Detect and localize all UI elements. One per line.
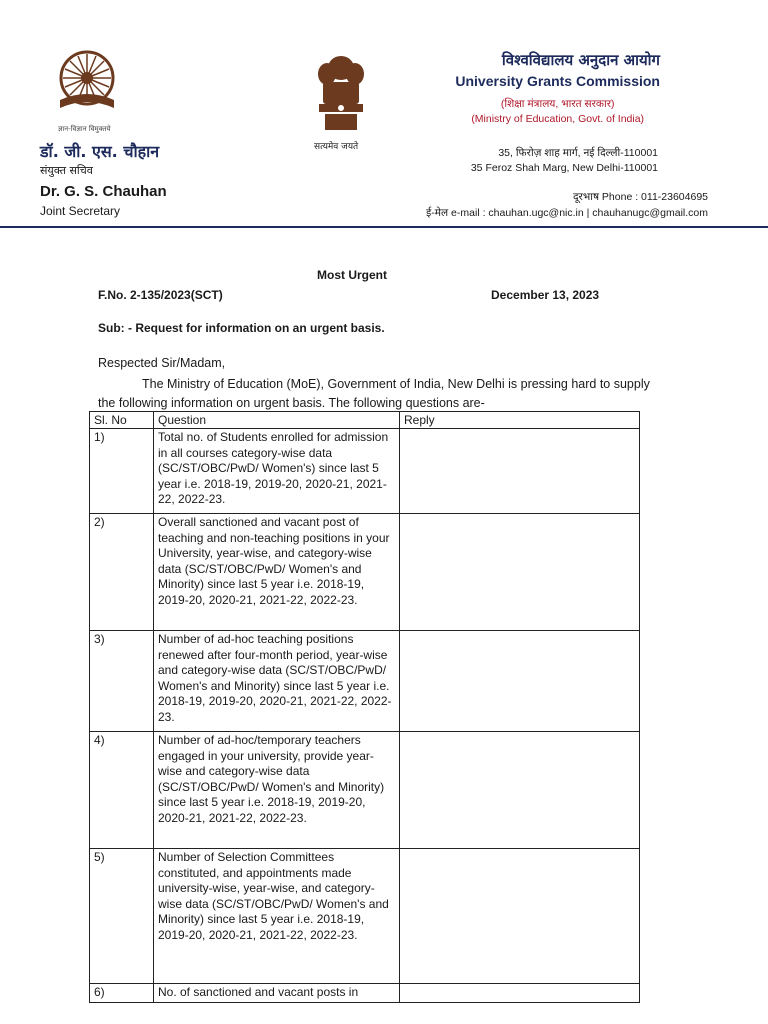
row-number: 1) [90, 429, 154, 514]
org-name-hindi: विश्वविद्यालय अनुदान आयोग [501, 51, 660, 69]
row-reply [400, 849, 640, 984]
table-header-row [90, 412, 640, 429]
row-question: Number of ad-hoc/temporary teachers engaged in your university, provide year-wise and category-wise data (SC/ST/OBC/PwD/ Women's and Minority) since last 5 year i.e. 2018-19, 2019-20, 2020-21, 2021-22, 2022-23. [154, 732, 400, 849]
signatory-name-hindi: डॉ. जी. एस. चौहान [40, 142, 160, 161]
row-reply [400, 514, 640, 631]
row-number: 4) [90, 732, 154, 849]
row-reply [400, 732, 640, 849]
row-number: 3) [90, 631, 154, 732]
body-paragraph: The Ministry of Education (MoE), Government of India, New Delhi is pressing hard to supply the following information on urgent basis. The following questions are- [98, 377, 650, 410]
signatory-name: Dr. G. S. Chauhan [40, 183, 167, 200]
contact-block [426, 189, 708, 221]
table-row [90, 631, 640, 732]
file-number: F.No. 2-135/2023(SCT) [98, 288, 223, 302]
emblem-motto: सत्यमेव जयते [314, 142, 359, 152]
header-reply: Reply [400, 412, 640, 429]
signatory-designation-hindi: संयुक्त सचिव [40, 164, 93, 177]
phone: दूरभाष Phone : 011-23604695 [572, 191, 708, 203]
address-english: 35 Feroz Shah Marg, New Delhi-110001 [470, 162, 658, 174]
table-row [90, 514, 640, 631]
logo-caption: ज्ञान-विज्ञान विमुक्तये [58, 125, 111, 133]
organization-block [455, 50, 660, 125]
address-block [471, 146, 658, 176]
row-question: Number of ad-hoc teaching positions renewed after four-month period, year-wise and category-wise data (SC/ST/OBC/PwD/ Women's and Minority) since last 5 year i.e. 2018-19, 2019-20, 2020-21, 2021-22, 2022-23. [154, 631, 400, 732]
signatory-designation: Joint Secretary [40, 204, 121, 218]
priority-label: Most Urgent [317, 268, 387, 282]
ministry-block [455, 97, 660, 125]
row-number: 6) [90, 984, 154, 1003]
salutation: Respected Sir/Madam, [98, 356, 226, 370]
row-number: 5) [90, 849, 154, 984]
ministry-hindi: (शिक्षा मंत्रालय, भारत सरकार) [500, 98, 615, 110]
org-name: University Grants Commission [455, 73, 660, 89]
ministry-english: (Ministry of Education, Govt. of India) [471, 113, 645, 125]
table-row [90, 429, 640, 514]
ugc-logo-icon [54, 48, 120, 114]
row-reply [400, 631, 640, 732]
table-row [90, 732, 640, 849]
row-question: Number of Selection Committees constituted, and appointments made university-wise, year-wise, and category-wise data (SC/ST/OBC/PwD/ Women's and Minority) since last 5 year i.e. 2018-19, 2019-20, 2020-21, 2021-22, 2022-23. [154, 849, 400, 984]
row-number: 2) [90, 514, 154, 631]
address-hindi: 35, फिरोज़ शाह मार्ग, नई दिल्ली-110001 [498, 147, 658, 159]
header-divider [0, 226, 768, 228]
header-sl-no: Sl. No [90, 412, 154, 429]
row-question: Total no. of Students enrolled for admission in all courses category-wise data (SC/ST/OBC/PwD/ Women's) since last 5 year i.e. 2018-19, 2019-20, 2020-21, 2021-22, 2022-23. [154, 429, 400, 514]
letter-date: December 13, 2023 [491, 288, 600, 302]
header-question: Question [154, 412, 400, 429]
row-question: No. of sanctioned and vacant posts in [154, 984, 400, 1003]
row-reply [400, 429, 640, 514]
questions-table [89, 411, 640, 1003]
table-row [90, 984, 640, 1003]
national-emblem-icon [311, 52, 371, 136]
row-question: Overall sanctioned and vacant post of teaching and non-teaching positions in your University, year-wise, and category-wise data (SC/ST/OBC/PwD/ Women's and Minority) since last 5 year i.e. 2018-19, 2019-20, 2020-21, 2021-22, 2022-23. [154, 514, 400, 631]
email: ई-मेल e-mail : chauhan.ugc@nic.in | chauhanugc@gmail.com [426, 207, 708, 219]
table-row [90, 849, 640, 984]
row-reply [400, 984, 640, 1003]
subject-line: Sub: - Request for information on an urgent basis. [98, 321, 385, 335]
